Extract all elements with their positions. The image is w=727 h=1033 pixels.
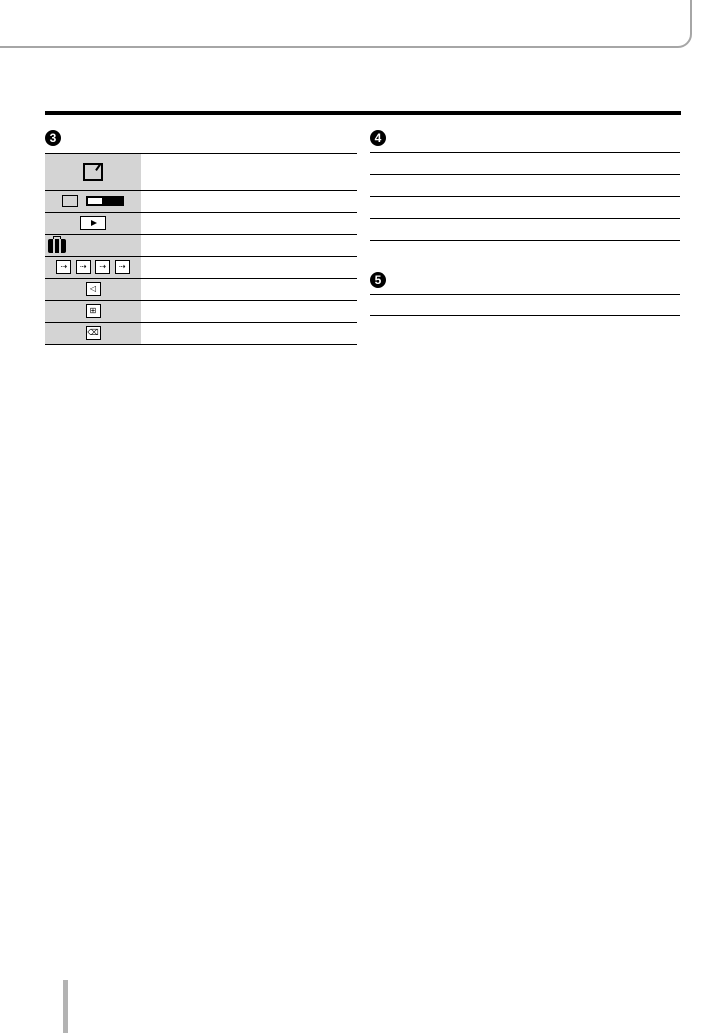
- list-item: [370, 240, 680, 241]
- icon-cell: [45, 191, 141, 213]
- description-cell: [141, 213, 357, 235]
- list-item: [370, 174, 680, 196]
- description-cell: [141, 323, 357, 345]
- icon-cell: [45, 154, 141, 191]
- grid-icon: ⊞: [86, 304, 101, 318]
- description-cell: [141, 279, 357, 301]
- icon-cell: [45, 213, 141, 235]
- description-cell: [141, 235, 357, 257]
- list-item: [370, 218, 680, 240]
- mute-icon: ◁: [86, 282, 101, 296]
- section-3-marker: 3: [45, 130, 61, 146]
- section-rule: [45, 111, 681, 115]
- section-5-list: [370, 294, 680, 316]
- description-cell: [141, 191, 357, 213]
- level-bar-fill: [88, 198, 102, 204]
- description-cell: [141, 154, 357, 191]
- description-cell: [141, 301, 357, 323]
- section-4-list: [370, 152, 680, 241]
- icon-cell: [45, 301, 141, 323]
- page-side-bar: [63, 980, 68, 1033]
- table-row: [45, 323, 357, 345]
- delete-icon: ⌫: [86, 326, 101, 340]
- table-row: [45, 257, 357, 279]
- icon-cell: [45, 235, 141, 257]
- playback-icon: [80, 216, 106, 230]
- icon-cell: [45, 323, 141, 345]
- list-item: [370, 315, 680, 316]
- icon-cell: [45, 279, 141, 301]
- transfer-mode-3-icon: ⇢: [95, 260, 110, 274]
- frame-edit-icon: [83, 163, 103, 181]
- table-row: [45, 279, 357, 301]
- table-row: [45, 235, 357, 257]
- page-header-frame: [0, 0, 692, 48]
- section-4-marker: 4: [370, 130, 386, 146]
- icon-cell: [45, 257, 141, 279]
- table-row: [45, 154, 357, 191]
- table-row: [45, 191, 357, 213]
- list-item: [370, 294, 680, 315]
- transfer-mode-4-icon: ⇢: [115, 260, 130, 274]
- list-item: [370, 152, 680, 174]
- icon-table: [45, 153, 357, 345]
- level-bar: [86, 196, 124, 206]
- section-5-marker: 5: [370, 272, 386, 288]
- table-row: [45, 213, 357, 235]
- travel-suitcase-icon: [48, 239, 66, 253]
- transfer-mode-2-icon: ⇢: [76, 260, 91, 274]
- burst-stack-icon: [62, 195, 78, 207]
- description-cell: [141, 257, 357, 279]
- list-item: [370, 196, 680, 218]
- transfer-mode-1-icon: ⇢: [56, 260, 71, 274]
- table-row: [45, 301, 357, 323]
